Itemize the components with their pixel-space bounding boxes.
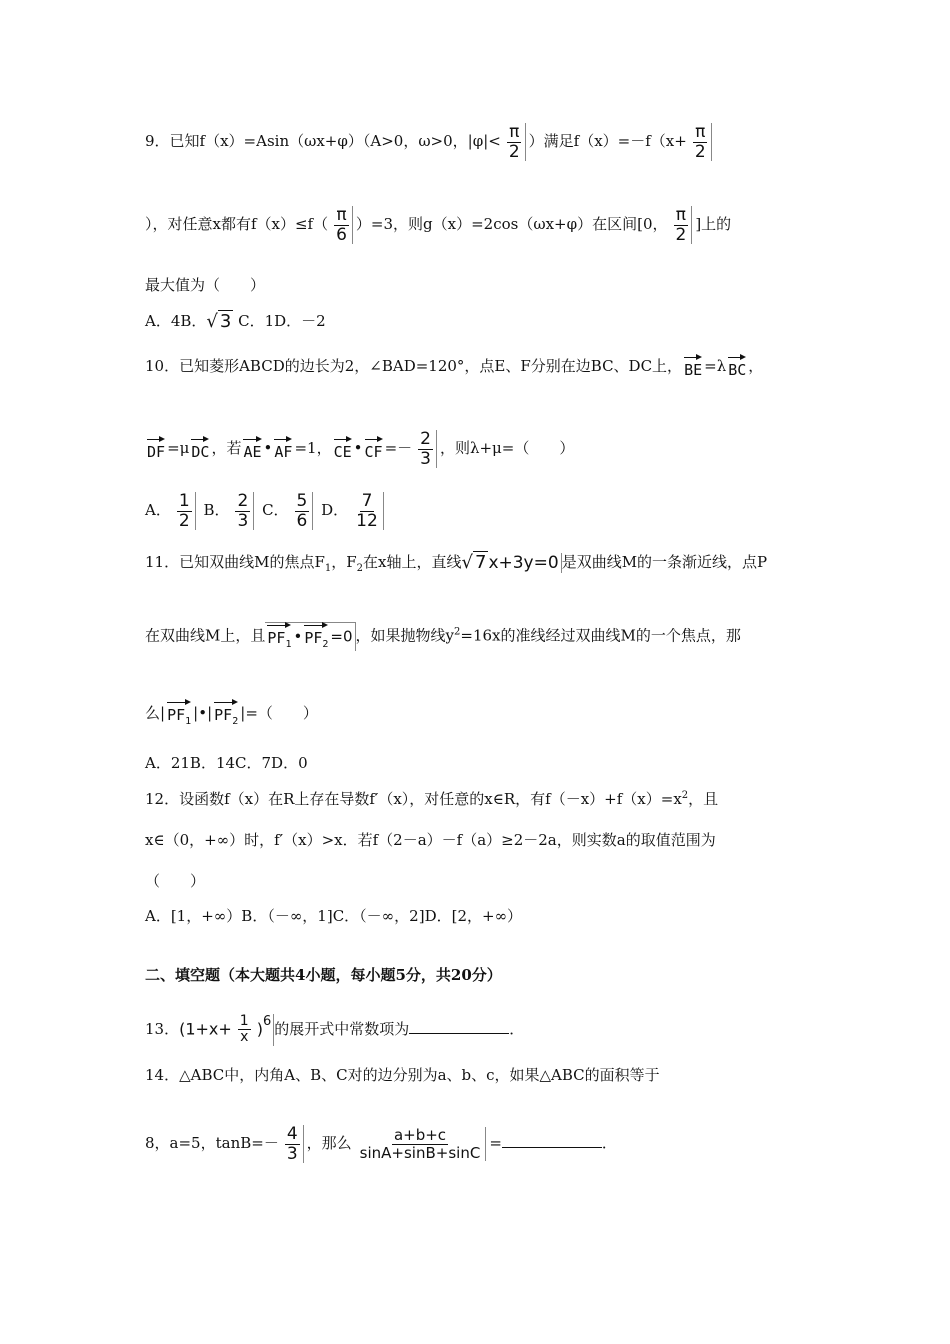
q11-line-2 [145,622,741,651]
numerator: 5 [296,491,308,511]
q13-line [145,1014,524,1046]
q9-line-2 [145,206,731,244]
q12-options [145,907,522,925]
denominator: 3 [420,448,431,469]
fraction-pi-over-2 [671,206,693,244]
q9-text: 9．已知f（x）=Asin（ωx+φ）（A>0，ω>0，|φ|< [145,132,501,151]
line-equation: x+3y=0 [488,553,561,573]
exponent: 6 [262,1014,272,1029]
dot-operator: • [293,627,303,646]
numerator: π [675,205,687,225]
expr-part: ) [256,1019,263,1039]
q14-line-1 [145,1066,660,1084]
abs-open: | [207,704,213,722]
fraction-pi-over-6 [331,206,353,244]
vector-CF: CF [365,437,383,461]
q9-text: 最大值为（ ） [145,276,266,294]
dot-operator: • [198,704,208,722]
q12-text: （ ） [145,872,206,890]
vector-AF: AF [274,437,292,461]
numerator: 7 [361,491,373,511]
fraction-4-over-3 [282,1125,304,1163]
q12-text: ，且 [688,790,719,808]
q9-option-text: C．1D．－2 [233,311,326,330]
q9-option-text: A．4B． [145,311,207,330]
option-label-b: B． [198,501,230,520]
superscript: 2 [454,626,461,638]
q14-line-2 [145,1125,617,1163]
numerator: 2 [420,429,431,449]
fraction-option-c [292,492,314,530]
q9-text: ）满足f（x）=－f（x+ [528,132,687,151]
vector-PF1 [167,700,191,728]
superscript: 2 [681,790,689,801]
section-heading [145,966,502,984]
denominator: 3 [237,510,249,531]
vector-BE: BE [684,355,702,379]
option-label-a: A． [145,501,171,520]
q11-text: 是双曲线M的一条渐近线，点P [561,552,768,571]
denominator: 6 [336,224,347,245]
ratio-fraction [355,1127,487,1161]
q10-text: =－ [384,439,413,458]
subscript: 1 [324,562,332,574]
option-label-c: C． [257,501,289,520]
abs-open: | [160,704,166,722]
denominator: 6 [296,510,308,531]
fraction-pi-over-2 [504,123,526,161]
denominator: 12 [356,510,378,531]
q9-options [145,311,326,333]
vector-DC: DC [191,437,209,461]
q14-text: 14．△ABC中，内角A、B、C对的边分别为a、b、c，如果△ABC的面积等于 [145,1066,660,1084]
q11-text: 么 [145,704,161,722]
q12-line-2 [145,831,716,849]
subscript: 1 [285,639,292,650]
vector-label: PF [304,629,323,647]
denominator: 2 [675,224,687,245]
fraction-option-b [232,492,254,530]
numerator: 1 [178,491,190,511]
vector-label: PF [267,629,286,647]
q10-text: =1， [294,439,332,458]
vector-CE: CE [334,437,352,461]
fraction-2-over-3 [415,430,437,468]
fraction-option-a [174,492,196,530]
q10-text: ，若 [211,439,242,458]
q14-text: 8，a=5，tanB=－ [145,1134,279,1153]
denominator: sinA+sinB+sinC [359,1143,481,1162]
fraction-pi-over-2 [690,123,712,161]
sqrt-3: √ 3 [206,311,232,332]
q13-number: 13． [145,1019,180,1038]
denominator: 2 [694,141,706,162]
q10-line-1 [145,355,763,379]
q9-text: ]上的 [695,215,732,234]
answer-blank[interactable] [409,1019,509,1034]
q11-text: ，如果抛物线y [355,626,455,645]
q11-options [145,754,308,772]
q9-text: ），对任意x都有f（x）≤f（ [145,215,329,234]
q14-text: ，那么 [306,1134,352,1153]
q12-line-1 [145,790,718,808]
numerator: a+b+c [393,1126,447,1145]
q14-end: ． [601,1134,617,1153]
binomial-expression [179,1014,274,1046]
vector-PF2 [214,700,238,728]
q11-text: 在x轴上，直线 [363,552,462,571]
numerator: π [509,122,520,142]
vector-PF2 [304,623,328,651]
q10-text: ，则λ+μ=（ ） [439,439,575,458]
q11-text: 在双曲线M上，且 [145,626,266,645]
subscript: 2 [322,639,329,650]
subscript: 2 [356,562,364,574]
q10-text: ， [748,357,764,375]
numerator: π [695,122,706,142]
q12-options-text: A．[1，+∞）B．（－∞，1]C．（－∞，2]D．[2，+∞） [145,907,523,925]
q11-text: 11．已知双曲线M的焦点F [145,552,325,571]
abs-close: | [240,704,246,722]
denominator: x [240,1029,249,1046]
q11-line-1 [145,552,767,575]
vector-label: PF [167,706,186,724]
q9-line-3 [145,276,265,294]
abs-close: | [193,704,199,722]
q10-text: =μ [167,439,190,458]
denominator: 2 [178,510,190,531]
expr-part: (1+x+ [179,1019,232,1039]
numerator: π [336,205,347,225]
fraction-1-over-x [235,1014,254,1046]
q11-options-text: A．21B．14C．7D．0 [145,754,308,772]
answer-blank[interactable] [502,1133,602,1148]
radicand: 7 [474,552,487,573]
vector-DF: DF [147,437,165,461]
q9-text: ）=3，则g（x）=2cos（ωx+φ）在区间[0， [355,215,668,234]
q13-end: ． [509,1019,525,1038]
vector-label: PF [214,706,233,724]
q12-text: x∈（0，+∞）时，f′（x）>x．若f（2－a）－f（a）≥2－2a，则实数a的取值范围为 [145,831,716,849]
q12-text: 12．设函数f（x）在R上存在导数f′（x），对任意的x∈R，有f（－x）+f（x）=x [145,790,682,808]
section-heading-text: 二、填空题（本大题共4小题，每小题5分，共20分） [145,966,502,984]
dot-operator: • [353,439,363,458]
subscript: 2 [232,716,239,727]
sqrt-7: √ 7 [461,552,487,573]
dot-operator: • [263,439,273,458]
q14-text: = [489,1134,502,1153]
q11-line-3 [145,700,318,728]
radicand: 3 [219,311,232,332]
numerator: 2 [237,491,249,511]
denominator: 3 [286,1143,298,1164]
equals-zero: =0 [330,627,353,646]
numerator: 1 [239,1013,249,1029]
q11-text: =16x的准线经过双曲线M的一个焦点，那 [460,626,741,645]
dot-product-expression [265,622,355,651]
q11-text: =（ ） [245,704,318,722]
q12-line-3 [145,872,205,890]
denominator: 2 [508,141,520,162]
q10-options [145,492,387,530]
q9-line-1 [145,123,715,161]
option-label-d: D． [316,501,349,520]
vector-PF1 [267,623,291,651]
q10-line-2 [145,430,574,468]
q13-text: 的展开式中常数项为 [274,1019,410,1038]
subscript: 1 [185,716,192,727]
q10-text: =λ [704,357,727,375]
vector-AE: AE [243,437,261,461]
q11-text: ，F [331,552,357,571]
fraction-option-d [351,492,384,530]
q10-text: 10．已知菱形ABCD的边长为2，∠BAD=120°，点E、F分别在边BC、DC上， [145,357,683,375]
numerator: 4 [286,1124,298,1144]
vector-BC: BC [728,355,746,379]
